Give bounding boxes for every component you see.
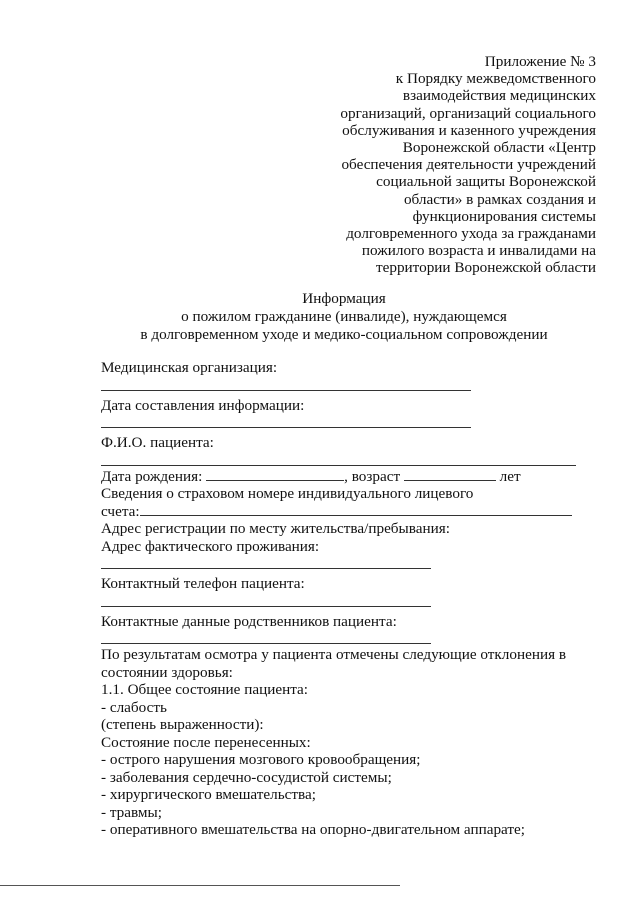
title-line: в долговременном уходе и медико-социальном сопровождении bbox=[140, 326, 548, 344]
title-line: Информация bbox=[302, 290, 386, 307]
birth-date-label: Дата рождения: bbox=[101, 467, 203, 485]
appendix-line: территории Воронежской области bbox=[375, 259, 596, 277]
relatives-label: Контактные данные родственников пациента: bbox=[101, 612, 397, 630]
document-title bbox=[40, 290, 640, 345]
appendix-line: обслуживания и казенного учреждения bbox=[342, 121, 596, 139]
insurance-field[interactable] bbox=[140, 503, 572, 516]
medical-org-label: Медицинская организация: bbox=[101, 359, 278, 376]
actual-address-field[interactable] bbox=[101, 555, 601, 571]
phone-field[interactable] bbox=[101, 593, 601, 609]
years-label: лет bbox=[499, 467, 521, 485]
insurance-row bbox=[101, 503, 601, 521]
insurance-label-cont: счета: bbox=[101, 502, 140, 520]
title-line: о пожилом гражданине (инвалиде), нуждающемся bbox=[181, 308, 507, 326]
condition-item: - травмы; bbox=[101, 803, 162, 821]
appendix-line: Воронежской области «Центр bbox=[402, 139, 596, 157]
general-state-label: 1.1. Общее состояние пациента: bbox=[101, 681, 308, 698]
appendix-header bbox=[326, 53, 596, 277]
appendix-line: Приложение № 3 bbox=[484, 53, 596, 70]
appendix-line: обеспечения деятельности учреждений bbox=[341, 156, 596, 174]
weakness-item: - слабость bbox=[101, 698, 167, 716]
form-body bbox=[101, 359, 601, 839]
appendix-line: функционирования системы bbox=[412, 207, 596, 225]
appendix-line: организаций, организаций социального bbox=[340, 104, 596, 122]
patient-name-label: Ф.И.О. пациента: bbox=[101, 434, 214, 451]
patient-name-field[interactable] bbox=[101, 452, 601, 468]
page-bottom-rule bbox=[0, 885, 400, 886]
medical-org-field[interactable] bbox=[101, 377, 601, 393]
appendix-line: долговременного ухода за гражданами bbox=[346, 225, 596, 243]
exam-intro: По результатам осмотра у пациента отмечены следующие отклонения в bbox=[101, 646, 567, 663]
actual-address-label: Адрес фактического проживания: bbox=[101, 537, 320, 555]
relatives-field[interactable] bbox=[101, 630, 601, 646]
appendix-line: взаимодействия медицинских bbox=[402, 87, 596, 105]
date-compiled-field[interactable] bbox=[101, 414, 601, 430]
appendix-line: социальной защиты Воронежской bbox=[376, 173, 596, 191]
condition-item: - заболевания сердечно-сосудистой системы; bbox=[101, 768, 392, 786]
phone-label: Контактный телефон пациента: bbox=[101, 575, 305, 592]
insurance-label: Сведения о страховом номере индивидуального лицевого bbox=[101, 485, 474, 502]
birth-date-field[interactable] bbox=[206, 468, 344, 481]
age-field[interactable] bbox=[404, 468, 496, 481]
after-label: Состояние после перенесенных: bbox=[101, 733, 311, 751]
degree-label: (степень выраженности): bbox=[101, 716, 264, 733]
condition-item: - острого нарушения мозгового кровообращения; bbox=[101, 751, 421, 768]
condition-item: - хирургического вмешательства; bbox=[101, 786, 316, 803]
birth-age-row bbox=[101, 468, 601, 486]
age-label: , возраст bbox=[344, 467, 401, 485]
appendix-line: к Порядку межведомственного bbox=[395, 70, 596, 88]
exam-intro-cont: состоянии здоровья: bbox=[101, 663, 233, 681]
condition-item: - оперативного вмешательства на опорно-двигательном аппарате; bbox=[101, 821, 525, 838]
date-compiled-label: Дата составления информации: bbox=[101, 396, 305, 414]
appendix-line: области» в рамках создания и bbox=[403, 190, 596, 208]
appendix-line: пожилого возраста и инвалидами на bbox=[361, 242, 596, 260]
reg-address-label: Адрес регистрации по месту жительства/пребывания: bbox=[101, 520, 450, 537]
